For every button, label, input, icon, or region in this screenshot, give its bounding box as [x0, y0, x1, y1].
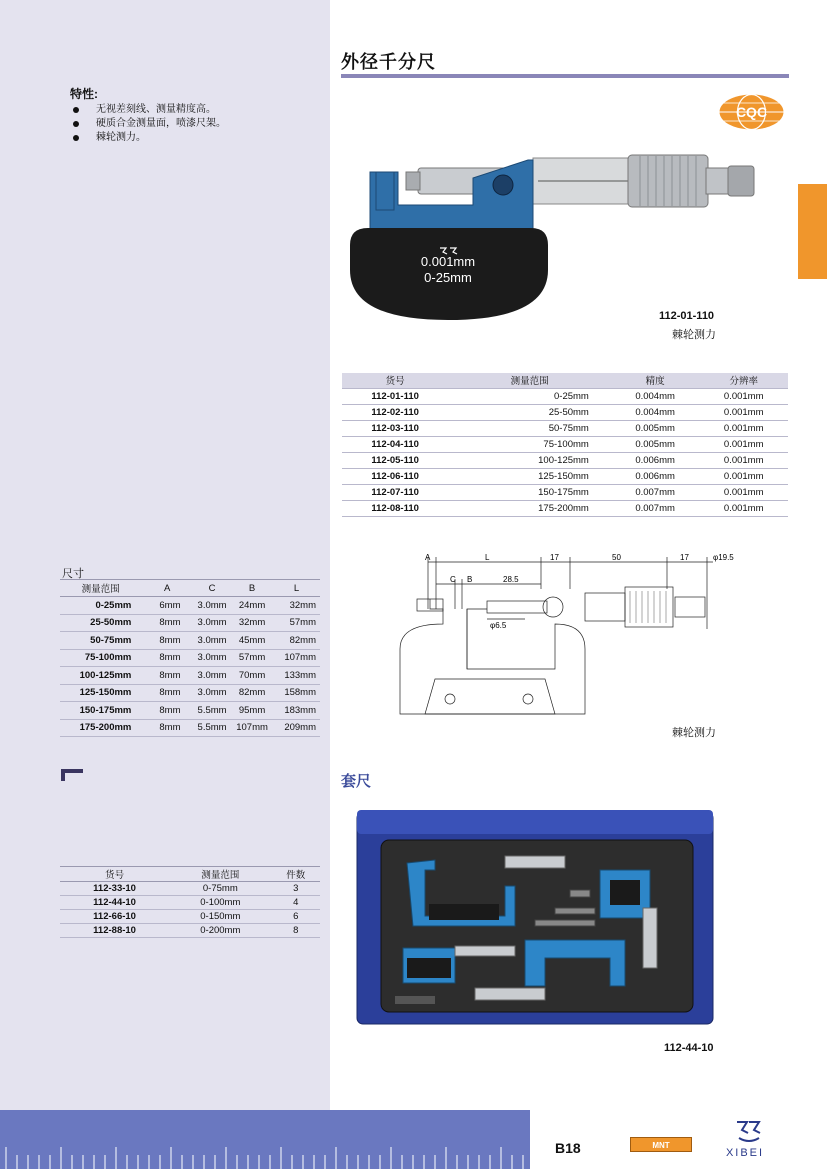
- features-title: 特性:: [70, 87, 98, 101]
- cell: 0.005mm: [611, 420, 700, 436]
- feature-item: 无视差刻线、测量精度高。: [70, 103, 226, 117]
- table-row: [342, 452, 788, 468]
- micrometer-photo: [348, 150, 758, 325]
- table-row: [342, 420, 788, 436]
- cell: 82mm: [273, 632, 320, 650]
- dim-label-17b: 17: [680, 553, 689, 562]
- table-row: [60, 649, 320, 667]
- cell: 112-66-10: [60, 910, 169, 924]
- cell: 0-200mm: [169, 924, 271, 938]
- cell: 158mm: [273, 684, 320, 702]
- cell: 0-25mm: [60, 597, 141, 615]
- table-row: [60, 667, 320, 685]
- cell: 112-06-110: [342, 468, 448, 484]
- dim-label-c: C: [450, 575, 456, 584]
- cell: 0.001mm: [699, 436, 788, 452]
- cell: 50-75mm: [448, 420, 611, 436]
- brand-logo-icon: [735, 1118, 763, 1144]
- dim-label-a: A: [425, 553, 431, 562]
- cell: 6mm: [141, 597, 193, 615]
- cell: 8mm: [141, 632, 193, 650]
- cell: 45mm: [231, 632, 273, 650]
- cell: 0.005mm: [611, 436, 700, 452]
- section-tab: [798, 184, 827, 279]
- dim-label-phi195: φ19.5: [713, 553, 734, 562]
- cell: 112-05-110: [342, 452, 448, 468]
- col-header: 测量范围: [448, 373, 611, 388]
- cell: 107mm: [231, 719, 273, 737]
- cell: 4: [271, 896, 320, 910]
- table-row: [60, 924, 320, 938]
- cell: 95mm: [231, 702, 273, 720]
- title-rule: [341, 74, 789, 78]
- cell: 0.007mm: [611, 500, 700, 516]
- cell: 150-175mm: [60, 702, 141, 720]
- table-header-row: [60, 867, 320, 882]
- cell: 175-200mm: [448, 500, 611, 516]
- cell: 8mm: [141, 684, 193, 702]
- corner-mark: [61, 769, 83, 781]
- cell: 3.0mm: [193, 667, 231, 685]
- dim-label-phi65: φ6.5: [490, 621, 507, 630]
- dimension-diagram: [395, 549, 775, 729]
- dimensions-table: [60, 579, 320, 737]
- dim-label-l: L: [485, 553, 490, 562]
- cell: 0.006mm: [611, 468, 700, 484]
- cell: 70mm: [231, 667, 273, 685]
- cell: 8mm: [141, 719, 193, 737]
- cell: 112-02-110: [342, 404, 448, 420]
- table-row: [60, 910, 320, 924]
- col-header: L: [273, 580, 320, 597]
- cqc-text: CQC: [735, 104, 768, 120]
- table-header-row: [60, 580, 320, 597]
- cell: 0.004mm: [611, 388, 700, 404]
- cell: 82mm: [231, 684, 273, 702]
- table-row: [342, 388, 788, 404]
- cell: 0.001mm: [699, 404, 788, 420]
- cell: 112-01-110: [342, 388, 448, 404]
- cell: 0.001mm: [699, 500, 788, 516]
- cell: 3.0mm: [193, 614, 231, 632]
- features-block: [70, 87, 226, 145]
- cell: 0-150mm: [169, 910, 271, 924]
- cell: 8: [271, 924, 320, 938]
- dim-label-b: B: [467, 575, 473, 584]
- table-row: [60, 597, 320, 615]
- cell: 24mm: [231, 597, 273, 615]
- cell: 125-150mm: [448, 468, 611, 484]
- table-row: [342, 500, 788, 516]
- cell: 5.5mm: [193, 719, 231, 737]
- cell: 0-100mm: [169, 896, 271, 910]
- cell: 107mm: [273, 649, 320, 667]
- cell: 112-03-110: [342, 420, 448, 436]
- cell: 32mm: [231, 614, 273, 632]
- table-row: [60, 684, 320, 702]
- feature-item: 硬质合金测量面，喷漆尺架。: [70, 117, 226, 131]
- cell: 0-75mm: [169, 882, 271, 896]
- cell: 25-50mm: [448, 404, 611, 420]
- cqc-logo: [718, 93, 785, 131]
- features-list: [70, 103, 226, 145]
- cell: 209mm: [273, 719, 320, 737]
- cell: 0.006mm: [611, 452, 700, 468]
- cell: 3.0mm: [193, 649, 231, 667]
- dim-label-285: 28.5: [503, 575, 519, 584]
- set-title: 套尺: [341, 773, 372, 790]
- cell: 57mm: [231, 649, 273, 667]
- cell: 112-04-110: [342, 436, 448, 452]
- table-row: [60, 882, 320, 896]
- col-header: 分辨率: [699, 373, 788, 388]
- cell: 0.007mm: [611, 484, 700, 500]
- cell: 8mm: [141, 614, 193, 632]
- photo-code: 112-01-110: [659, 310, 715, 322]
- set-table: [60, 866, 320, 938]
- col-header: 精度: [611, 373, 700, 388]
- cell: 75-100mm: [60, 649, 141, 667]
- col-header: 测量范围: [169, 867, 271, 882]
- cell: 112-44-10: [60, 896, 169, 910]
- cell: 112-33-10: [60, 882, 169, 896]
- cell: 3.0mm: [193, 597, 231, 615]
- col-header: 测量范围: [60, 580, 141, 597]
- cell: 8mm: [141, 649, 193, 667]
- left-panel: [0, 0, 330, 1110]
- dim-label-17a: 17: [550, 553, 559, 562]
- col-header: 货号: [60, 867, 169, 882]
- cell: 0.004mm: [611, 404, 700, 420]
- cell: 3.0mm: [193, 632, 231, 650]
- cell: 133mm: [273, 667, 320, 685]
- mnt-badge: MNT: [630, 1137, 692, 1152]
- cell: 0.001mm: [699, 452, 788, 468]
- cell: 0.001mm: [699, 388, 788, 404]
- dimensions-title: 尺寸: [62, 568, 84, 580]
- table-row: [60, 614, 320, 632]
- col-header: C: [193, 580, 231, 597]
- table-header-row: [342, 373, 788, 388]
- table-row: [60, 702, 320, 720]
- cell: 183mm: [273, 702, 320, 720]
- table-row: [60, 896, 320, 910]
- col-header: 货号: [342, 373, 448, 388]
- col-header: B: [231, 580, 273, 597]
- col-header: A: [141, 580, 193, 597]
- brand-name: XIBEI: [725, 1147, 765, 1159]
- cell: 32mm: [273, 597, 320, 615]
- cell: 175-200mm: [60, 719, 141, 737]
- photo-label-1: 0.001mm: [420, 254, 476, 269]
- cell: 0.001mm: [699, 468, 788, 484]
- cell: 3.0mm: [193, 684, 231, 702]
- table-row: [342, 436, 788, 452]
- cell: 5.5mm: [193, 702, 231, 720]
- page-number: B18: [555, 1140, 581, 1156]
- cell: 50-75mm: [60, 632, 141, 650]
- cell: 0-25mm: [448, 388, 611, 404]
- set-case-photo: [355, 808, 715, 1030]
- cell: 0.001mm: [699, 484, 788, 500]
- spec-table: [342, 373, 788, 517]
- table-row: [60, 632, 320, 650]
- page-title: 外径千分尺: [341, 52, 436, 72]
- cell: 25-50mm: [60, 614, 141, 632]
- col-header: 件数: [271, 867, 320, 882]
- cell: 150-175mm: [448, 484, 611, 500]
- cell: 100-125mm: [448, 452, 611, 468]
- dim-label-50: 50: [612, 553, 621, 562]
- cell: 3: [271, 882, 320, 896]
- cell: 112-08-110: [342, 500, 448, 516]
- cell: 112-88-10: [60, 924, 169, 938]
- set-photo-code: 112-44-10: [664, 1042, 714, 1054]
- cell: 100-125mm: [60, 667, 141, 685]
- photo-label-2: 0-25mm: [424, 270, 472, 285]
- feature-item: 棘轮测力。: [70, 131, 226, 145]
- table-row: [342, 468, 788, 484]
- cell: 6: [271, 910, 320, 924]
- table-row: [342, 484, 788, 500]
- cell: 75-100mm: [448, 436, 611, 452]
- diagram-caption: 棘轮测力: [672, 727, 716, 739]
- table-row: [342, 404, 788, 420]
- cell: 125-150mm: [60, 684, 141, 702]
- ruler-decoration: [0, 1110, 530, 1169]
- photo-desc: 棘轮测力: [672, 329, 716, 341]
- cell: 0.001mm: [699, 420, 788, 436]
- table-row: [60, 719, 320, 737]
- cell: 112-07-110: [342, 484, 448, 500]
- cell: 57mm: [273, 614, 320, 632]
- cell: 8mm: [141, 702, 193, 720]
- cell: 8mm: [141, 667, 193, 685]
